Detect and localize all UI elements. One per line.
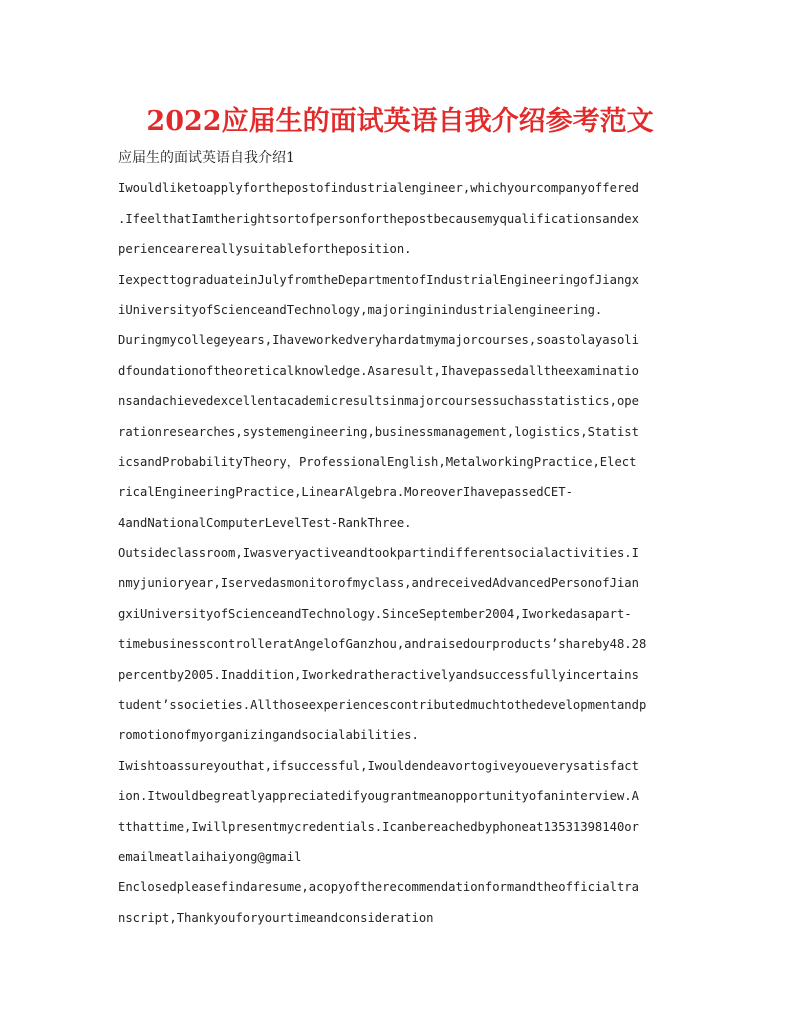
text-line: 4andNationalComputerLevelTest-RankThree. [118, 515, 412, 530]
text-line: .IfeelthatIamtherightsortofpersonforthepostbecausemyqualificationsandex [118, 211, 639, 226]
text-line: ricalEngineeringPractice,LinearAlgebra.MoreoverIhavepassedCET- [118, 485, 573, 500]
text-line: gxiUniversityofScienceandTechnology.SinceSeptember2004,Iworkedasapart- [118, 606, 632, 621]
text-line: Enclosedpleasefindaresume,acopyoftherecommendationformandtheofficialtra [118, 880, 639, 895]
text-line: nsandachievedexcellentacademicresultsinmajorcoursessuchasstatistics,ope [118, 394, 639, 409]
text-line: Outsideclassroom,Iwasveryactiveandtookpartindifferentsocialactivities.I [118, 546, 639, 561]
text-line: IexpecttograduateinJulyfromtheDepartmentofIndustrialEngineeringofJiangx [118, 272, 639, 287]
text-line: rationresearches,systemengineering,businessmanagement,logistics,Statist [118, 424, 639, 439]
document-title: 2022应届生的面试英语自我介绍参考范文 [146, 106, 654, 137]
text-line: icsandProbabilityTheory，ProfessionalEnglish,MetalworkingPractice,Elect [118, 454, 637, 469]
text-line: nmyjunioryear,Iservedasmonitorofmyclass,andreceivedAdvancedPersonofJian [118, 576, 639, 591]
section-heading: 应届生的面试英语自我介绍1 [118, 150, 295, 166]
text-line: iUniversityofScienceandTechnology,majoringinindustrialengineering. [118, 302, 603, 317]
text-line: dfoundationoftheoreticalknowledge.Asaresult,Ihavepassedalltheexaminatio [118, 363, 639, 378]
text-line: tthattime,Iwillpresentmycredentials.Icanbereachedbyphoneat13531398140or [118, 819, 639, 834]
text-line: tudent’ssocieties.Allthoseexperiencescontributedmuchtothedevelopmentandp [118, 698, 647, 713]
text-line: percentby2005.Inaddition,Iworkedratheractivelyandsuccessfullyincertains [118, 667, 639, 682]
text-line: timebusinesscontrolleratAngelofGanzhou,andraisedourproducts’shareby48.28 [118, 637, 647, 652]
text-line: romotionofmyorganizingandsocialabilities. [118, 728, 419, 743]
text-line: nscript,Thankyouforyourtimeandconsideration [118, 910, 434, 925]
text-line: Duringmycollegeyears,Ihaveworkedveryhardatmymajorcourses,soastolayasoli [118, 333, 639, 348]
text-line: ion.Itwouldbegreatlyappreciatedifyougrantmeanopportunityofaninterview.A [118, 789, 639, 804]
text-line: Iwishtoassureyouthat,ifsuccessful,Iwouldendeavortogiveyoueverysatisfact [118, 758, 639, 773]
text-line: emailmeatlaihaiyong@gmail [118, 849, 302, 864]
text-line: Iwouldliketoapplyforthepostofindustrialengineer,whichyourcompanyoffered [118, 181, 639, 196]
text-line: periencearereallysuitablefortheposition. [118, 242, 412, 257]
document-body [118, 143, 690, 933]
